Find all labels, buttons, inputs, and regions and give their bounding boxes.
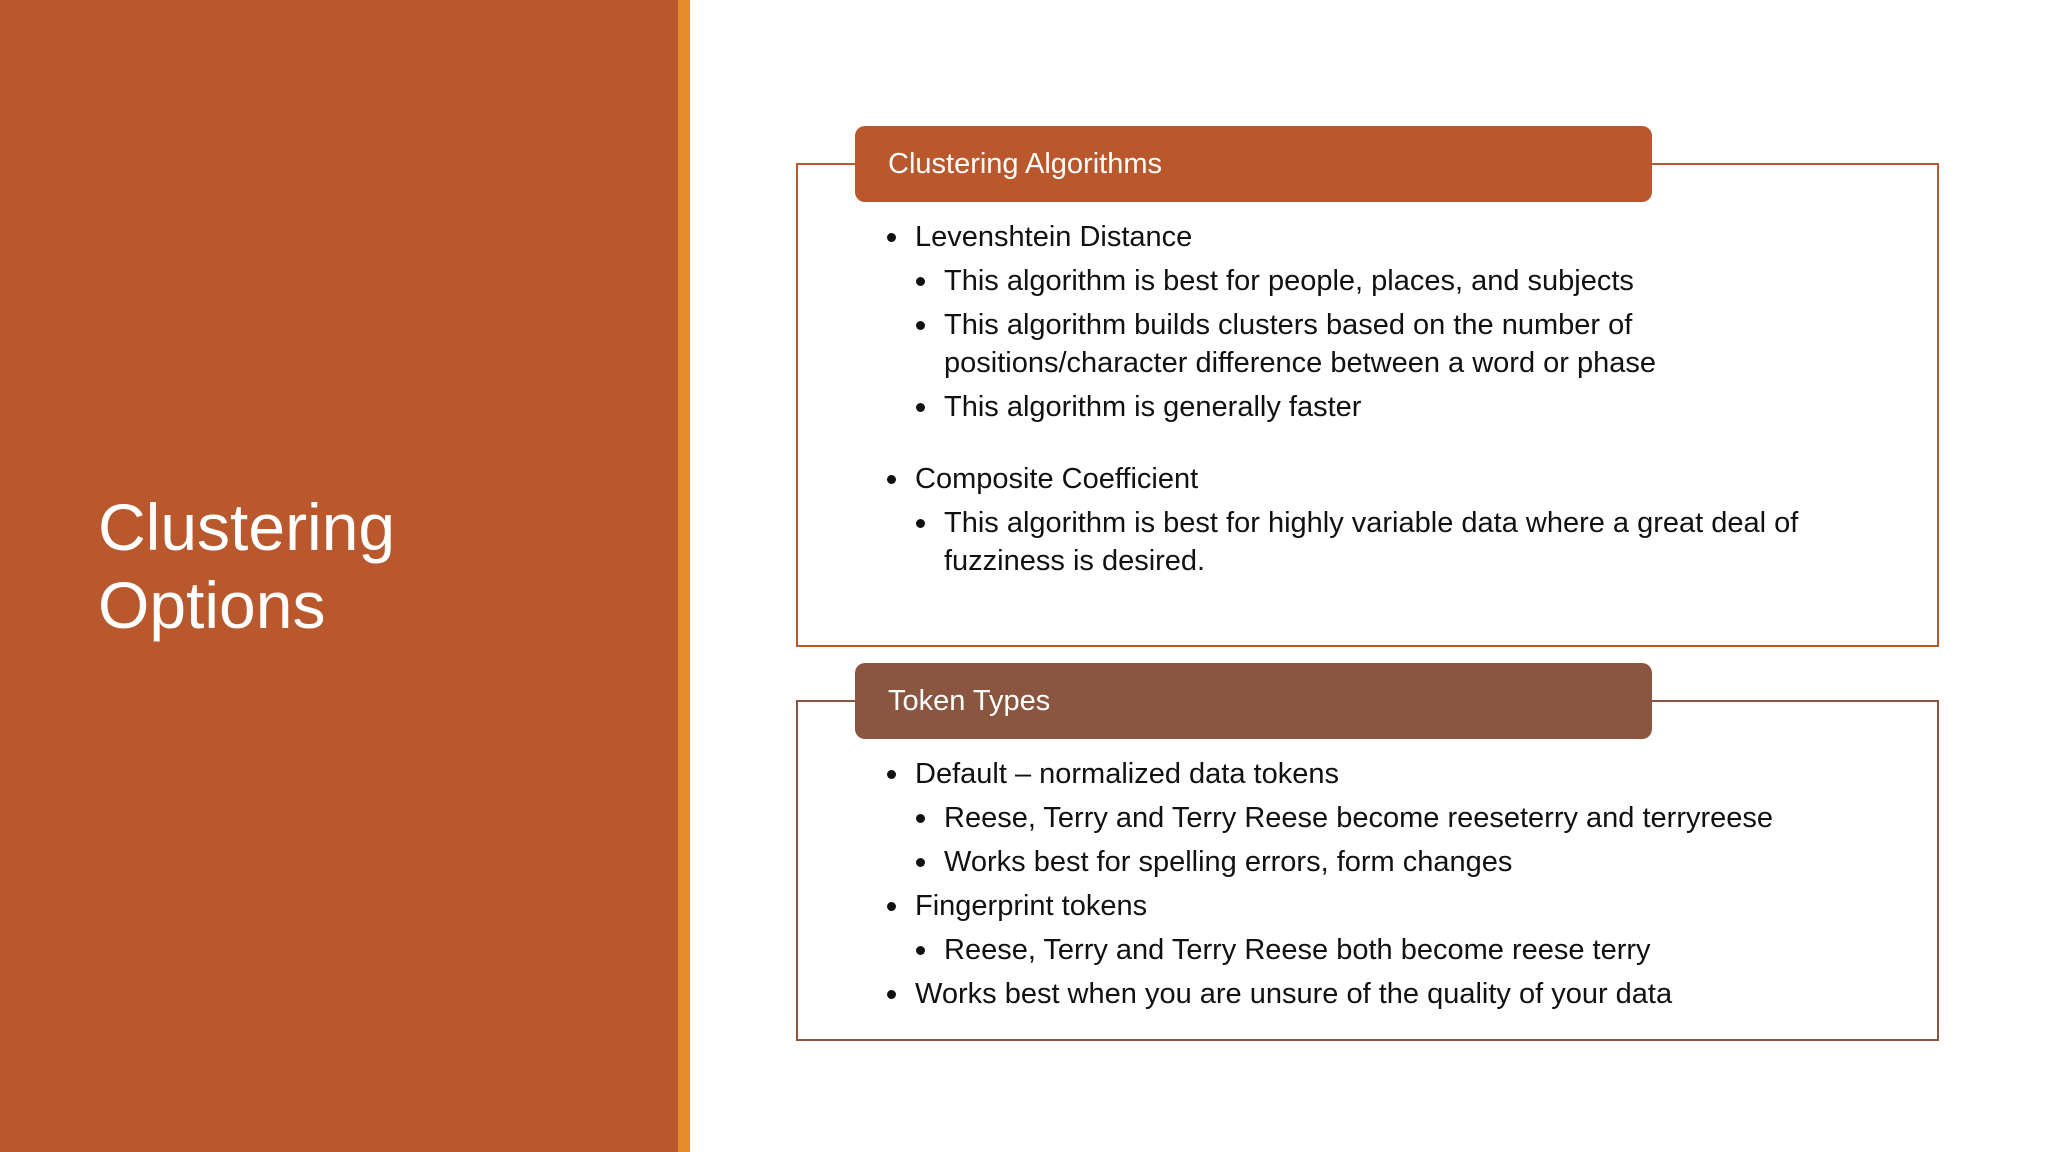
clustering-algorithms-list [884, 218, 1864, 586]
list-subitem: This algorithm builds clusters based on the number of positions/character difference between a word or phase [884, 306, 1729, 382]
accent-stripe [678, 0, 690, 1152]
list-subitem: This algorithm is generally faster [884, 388, 1864, 426]
list-item-fingerprint: Fingerprint tokens [884, 887, 1773, 925]
list-subitem: Reese, Terry and Terry Reese both become reese terry [884, 931, 1773, 969]
list-item-closing: Works best when you are unsure of the quality of your data [884, 975, 1773, 1013]
list-subitem: This algorithm is best for highly variable data where a great deal of fuzziness is desired. [884, 504, 1864, 580]
list-subitem: Reese, Terry and Terry Reese become reeseterry and terryreese [884, 799, 1773, 837]
token-types-header: Token Types [855, 663, 1652, 739]
slide-title [98, 488, 658, 644]
clustering-algorithms-header: Clustering Algorithms [855, 126, 1652, 202]
slide-title-line-2: Options [98, 568, 326, 642]
list-subitem: Works best for spelling errors, form changes [884, 843, 1773, 881]
slide-title-line-1: Clustering [98, 490, 396, 564]
list-item-composite: Composite Coefficient [884, 460, 1864, 498]
token-types-list [884, 755, 1773, 1019]
list-item-levenshtein: Levenshtein Distance [884, 218, 1864, 256]
list-item-default: Default – normalized data tokens [884, 755, 1773, 793]
list-subitem: This algorithm is best for people, places, and subjects [884, 262, 1864, 300]
